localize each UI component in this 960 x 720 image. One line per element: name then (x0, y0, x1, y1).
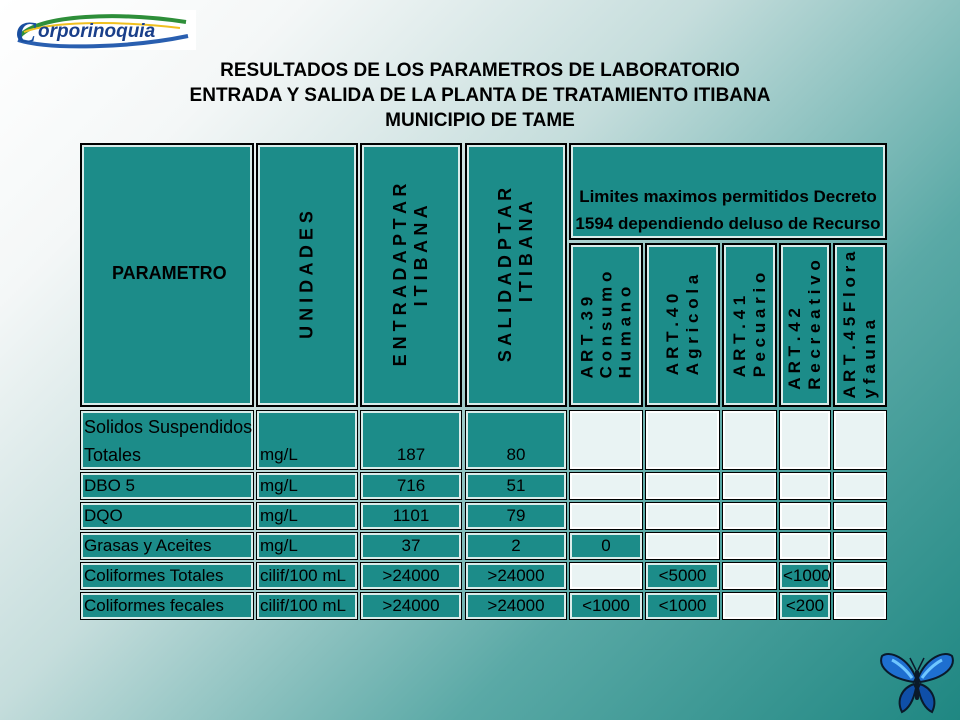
header-art41-line-1: A R T . 4 1 (729, 295, 749, 378)
table-row-cell-art39 (569, 472, 643, 500)
table-row-cell-art42 (779, 592, 831, 620)
row-2-salida: 51 (506, 476, 526, 495)
table-row-cell-art39 (569, 562, 643, 590)
table-row-cell-art42 (779, 562, 831, 590)
row-6-art39: <1000 (582, 596, 630, 615)
title-line-2: ENTRADA Y SALIDA DE LA PLANTA DE TRATAMIENTO ITIBANA (189, 85, 771, 106)
table-row-cell-art41 (722, 562, 777, 590)
header-art42-line-2: R e c r e a t i v o (805, 260, 824, 390)
table-row-cell-art39 (569, 410, 643, 470)
logo-text: orporinoquia (38, 21, 156, 42)
row-1-param-line-2: Totales (84, 445, 142, 465)
row-3-unit: mg/L (260, 506, 298, 525)
header-unidades-label: U N I D A D E S (296, 211, 317, 339)
table-row-cell-art45 (833, 472, 887, 500)
header-limites (569, 143, 887, 240)
table-row-cell-parametro (80, 592, 254, 620)
table-row-cell-art39 (569, 592, 643, 620)
table-row-cell-art45 (833, 592, 887, 620)
table-row-cell-entrada (360, 410, 462, 470)
header-art39-line-1: A R T . 3 9 (577, 296, 597, 379)
header-art45-line-1: A R T . 4 5 F l o r a (840, 251, 859, 399)
header-art42 (779, 243, 831, 407)
table-row-cell-salida (465, 532, 567, 560)
row-5-art40: <5000 (658, 566, 707, 585)
table-row-cell-art40 (645, 472, 720, 500)
row-6-unit: cilif/100 mL (260, 596, 346, 615)
row-6-param: Coliformes fecales (84, 596, 224, 615)
row-5-param: Coliformes Totales (84, 566, 224, 585)
header-unidades (256, 143, 358, 407)
table-row-cell-art41 (722, 592, 777, 620)
table-row-cell-unit (256, 562, 358, 590)
header-entrada (360, 143, 462, 407)
table-row-cell-salida (465, 592, 567, 620)
table-row-cell-parametro (80, 532, 254, 560)
header-art41-line-2: P e c u a r i o (749, 272, 769, 378)
table-row-cell-entrada (360, 532, 462, 560)
header-limites-line-2: 1594 dependiendo deluso de Recurso (575, 214, 881, 233)
table-row-cell-art42 (779, 472, 831, 500)
table-row-cell-unit (256, 502, 358, 530)
row-4-param: Grasas y Aceites (84, 536, 212, 555)
table-row-cell-art40 (645, 532, 720, 560)
table-row-cell-art41 (722, 532, 777, 560)
row-4-art39: 0 (601, 536, 611, 555)
header-salida-line-1: S A L I D A D P T A R (495, 187, 515, 363)
header-art39-line-2: C o n s u m o (596, 271, 616, 379)
table-row-cell-salida (465, 410, 567, 470)
table-row-cell-art39 (569, 532, 643, 560)
table-row-cell-salida (465, 502, 567, 530)
row-1-salida: 80 (506, 445, 526, 464)
table-row-cell-salida (465, 472, 567, 500)
table-row-cell-art45 (833, 562, 887, 590)
table-row-cell-art40 (645, 502, 720, 530)
row-6-art40: <1000 (658, 596, 707, 615)
table-row-cell-art45 (833, 502, 887, 530)
table-row-cell-art41 (722, 410, 777, 470)
header-parametro-label: PARAMETRO (112, 263, 227, 283)
row-2-param: DBO 5 (84, 476, 136, 495)
header-art40 (645, 243, 720, 407)
header-art41 (722, 243, 777, 407)
header-art39-line-3: H u m a n o (615, 286, 635, 379)
table-row-cell-entrada (360, 592, 462, 620)
header-parametro (80, 143, 254, 407)
row-1-param-line-1: Solidos Suspendidos (84, 417, 253, 437)
table-row-cell-art45 (833, 410, 887, 470)
header-art40-line-2: A g r i c o l a (682, 274, 702, 376)
table-row-cell-art40 (645, 562, 720, 590)
row-6-entrada: >24000 (382, 596, 440, 615)
row-1-entrada: 187 (396, 445, 426, 464)
butterfly-icon (878, 648, 956, 716)
header-salida (465, 143, 567, 407)
row-2-unit: mg/L (260, 476, 298, 495)
table-row-cell-art40 (645, 410, 720, 470)
row-3-entrada: 1101 (392, 506, 430, 525)
row-5-salida: >24000 (487, 566, 545, 585)
table-row-cell-unit (256, 592, 358, 620)
table-row-cell-art42 (779, 410, 831, 470)
header-entrada-line-2: I T I B A N A (411, 205, 431, 307)
table-row-cell-art42 (779, 532, 831, 560)
page-title (0, 58, 960, 133)
row-5-art42: <1000 (783, 566, 831, 585)
table-row-cell-unit (256, 472, 358, 500)
row-4-salida: 2 (511, 536, 521, 555)
row-1-unit: mg/L (260, 445, 298, 464)
row-2-entrada: 716 (396, 476, 426, 495)
table-row-cell-parametro (80, 410, 254, 470)
row-3-param: DQO (84, 506, 123, 525)
table-row-cell-art42 (779, 502, 831, 530)
row-3-salida: 79 (506, 506, 526, 525)
table-row-cell-art39 (569, 502, 643, 530)
header-salida-line-2: I T I B A N A (516, 201, 536, 303)
header-limites-line-1: Limites maximos permitidos Decreto (579, 187, 877, 206)
header-entrada-line-1: E N T R A D A P T A R (390, 183, 410, 367)
corporinoquia-logo (10, 10, 196, 50)
header-art39 (569, 243, 643, 407)
header-art40-line-1: A R T . 4 0 (662, 293, 682, 376)
table-row-cell-entrada (360, 472, 462, 500)
table-row-cell-entrada (360, 562, 462, 590)
title-line-3: MUNICIPIO DE TAME (385, 110, 575, 131)
table-row-cell-parametro (80, 472, 254, 500)
table-row-cell-parametro (80, 562, 254, 590)
table-row-cell-entrada (360, 502, 462, 530)
table-row-cell-art41 (722, 472, 777, 500)
table-row-cell-parametro (80, 502, 254, 530)
table-row-cell-salida (465, 562, 567, 590)
header-art45-line-2: y f a u n a (860, 319, 879, 399)
table-row-cell-art45 (833, 532, 887, 560)
row-4-unit: mg/L (260, 536, 298, 555)
table-row-cell-unit (256, 410, 358, 470)
header-art42-line-1: A R T . 4 2 (785, 308, 804, 390)
row-5-unit: cilif/100 mL (260, 566, 346, 585)
table-row-cell-art40 (645, 592, 720, 620)
row-6-art42: <200 (785, 596, 825, 615)
header-art45 (833, 243, 887, 407)
table-row-cell-unit (256, 532, 358, 560)
row-4-entrada: 37 (401, 536, 421, 555)
logo-initial: C (16, 16, 37, 49)
row-6-salida: >24000 (487, 596, 545, 615)
title-line-1: RESULTADOS DE LOS PARAMETROS DE LABORATORIO (220, 60, 740, 81)
table-row-cell-art41 (722, 502, 777, 530)
row-5-entrada: >24000 (382, 566, 440, 585)
